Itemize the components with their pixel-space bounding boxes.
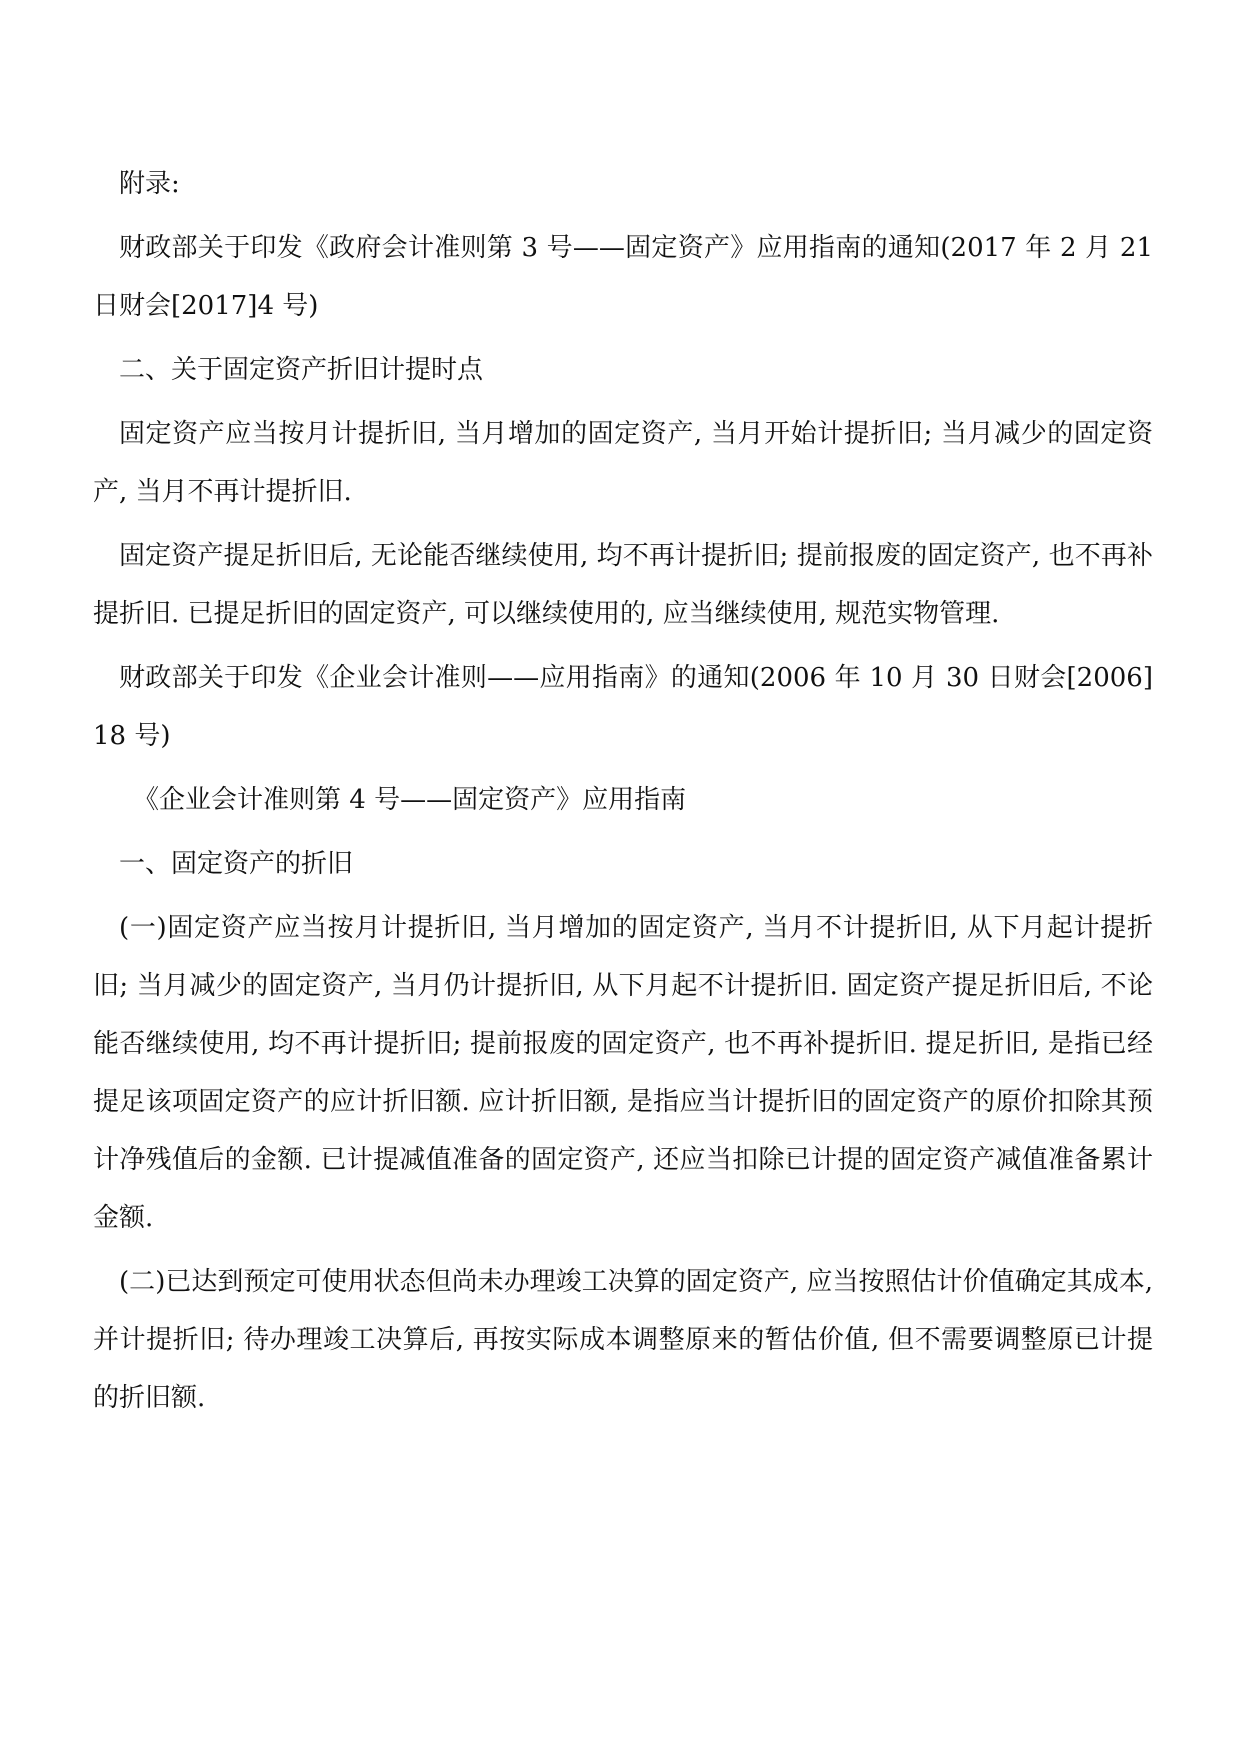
section-heading-depreciation-timing: 二、关于固定资产折旧计提时点 [119,355,484,385]
appendix-heading: 附录: [119,169,180,199]
document-page [93,155,1153,1433]
paragraph-monthly-depreciation: 固定资产应当按月计提折旧, 当月增加的固定资产, 当月开始计提折旧; 当月减少的固定资产, 当月不再计提折旧. [93,419,1153,507]
guide-title: 《企业会计准则第 4 号——固定资产》应用指南 [133,785,687,815]
section-heading-depreciation: 一、固定资产的折旧 [119,849,354,879]
paragraph-item-one: (一)固定资产应当按月计提折旧, 当月增加的固定资产, 当月不计提折旧, 从下月起计提折旧; 当月减少的固定资产, 当月仍计提折旧, 从下月起不计提折旧. 固定资产提足折旧后, 不论能否继续使用, 均不再计提折旧; 提前报废的固定资产, 也不再补提折旧. 提足折旧, 是指已经提足该项固定资产的应计折旧额. 应计折旧额, 是指应当计提折旧的固定资产的原价扣除其预计净残值后的金额. 已计提减值准备的固定资产, 还应当扣除已计提的固定资产减值准备累计金额. [93,913,1153,1233]
notice-title-2006: 财政部关于印发《企业会计准则——应用指南》的通知(2006 年 10 月 30 日财会[2006]18 号) [93,663,1153,751]
paragraph-fully-depreciated: 固定资产提足折旧后, 无论能否继续使用, 均不再计提折旧; 提前报废的固定资产, 也不再补提折旧. 已提足折旧的固定资产, 可以继续使用的, 应当继续使用, 规范实物管理. [93,541,1153,629]
paragraph-item-two: (二)已达到预定可使用状态但尚未办理竣工决算的固定资产, 应当按照估计价值确定其成本, 并计提折旧; 待办理竣工决算后, 再按实际成本调整原来的暂估价值, 但不需要调整原已计提的折旧额. [93,1267,1153,1413]
notice-title-2017: 财政部关于印发《政府会计准则第 3 号——固定资产》应用指南的通知(2017 年 2 月 21 日财会[2017]4 号) [93,233,1153,321]
